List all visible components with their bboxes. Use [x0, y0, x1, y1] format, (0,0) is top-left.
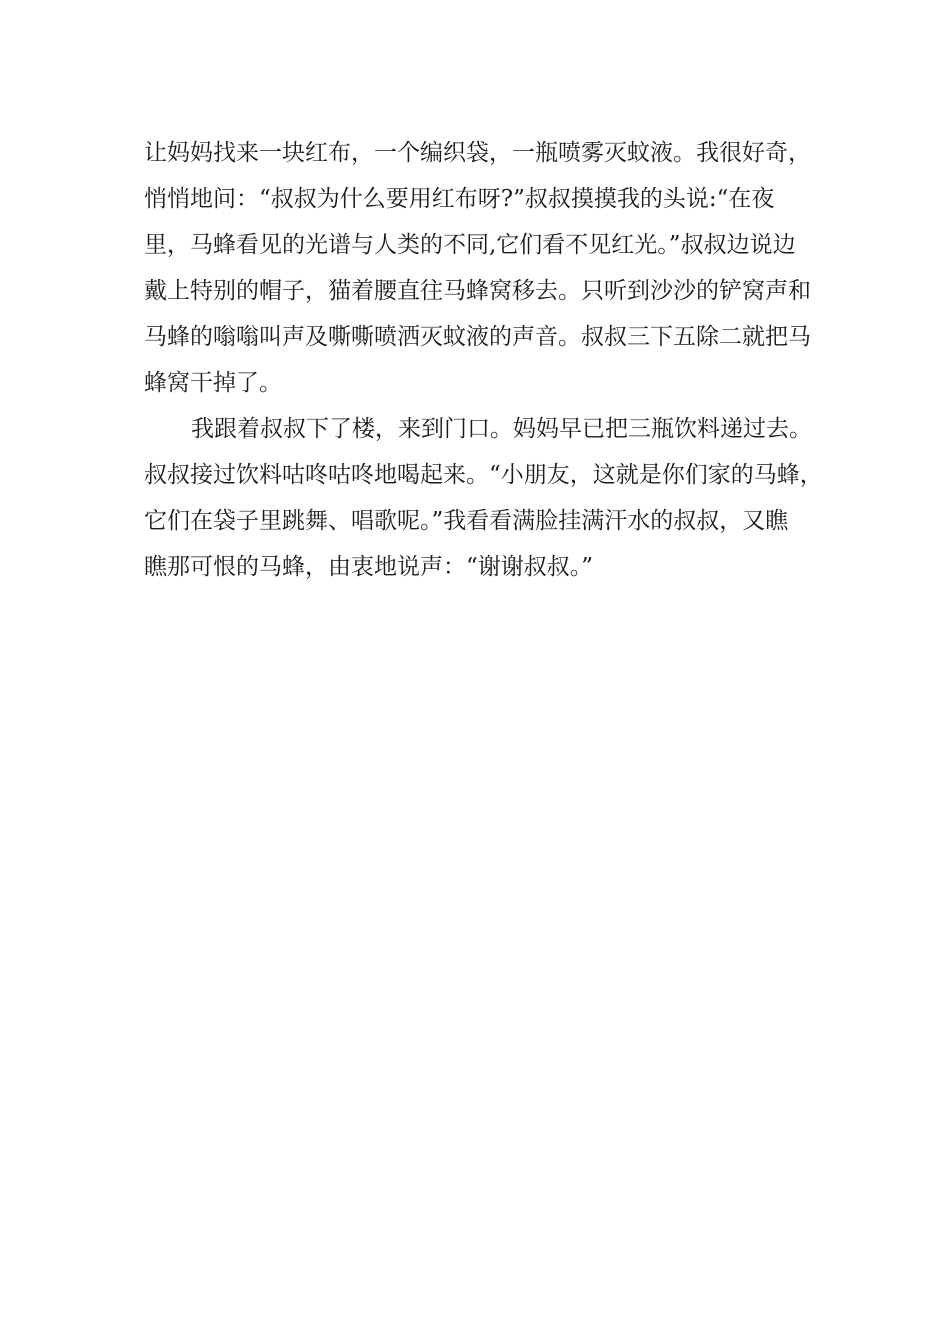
text-line: 戴上特别的帽子，猫着腰直往马蜂窝移去。只听到沙沙的铲窝声和 — [144, 278, 811, 304]
text-line: 马蜂的嗡嗡叫声及嘶嘶喷洒灭蚊液的声音。叔叔三下五除二就把马 — [144, 324, 811, 350]
paragraph-1 — [144, 130, 834, 406]
text-line: 我跟着叔叔下了楼，来到门口。妈妈早已把三瓶饮料递过去。 — [191, 416, 812, 442]
paragraph-2 — [144, 406, 834, 590]
text-line: 瞧那可恨的马蜂，由衷地说声：“谢谢叔叔。” — [144, 554, 594, 580]
text-line: 它们在袋子里跳舞、唱歌呢。”我看看满脸挂满汗水的叔叔，又瞧 — [144, 508, 789, 534]
text-line: 让妈妈找来一块红布，一个编织袋，一瓶喷雾灭蚊液。我很好奇， — [144, 140, 811, 166]
text-line: 蜂窝干掉了。 — [144, 370, 282, 396]
text-line: 里，马蜂看见的光谱与人类的不同,它们看不见红光。”叔叔边说边 — [144, 232, 796, 258]
document-body — [144, 130, 834, 590]
text-line: 悄悄地问：“叔叔为什么要用红布呀?”叔叔摸摸我的头说:“在夜 — [144, 186, 775, 212]
text-line: 叔叔接过饮料咕咚咕咚地喝起来。“小朋友，这就是你们家的马蜂， — [144, 462, 823, 488]
